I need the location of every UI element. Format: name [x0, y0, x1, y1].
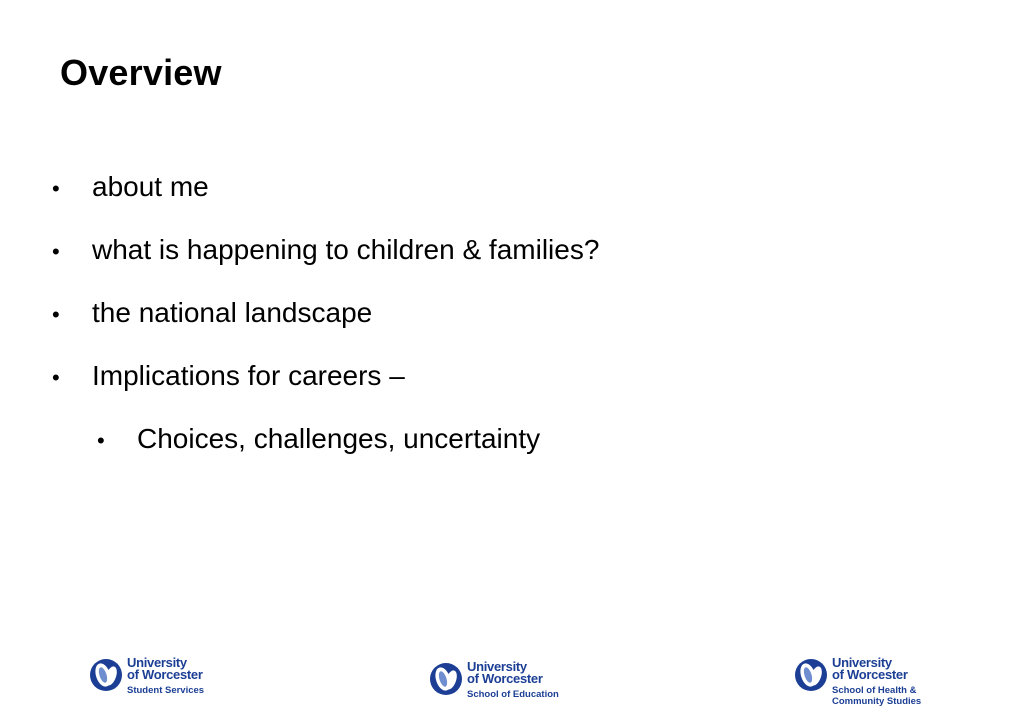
department-name: School of Health &	[832, 685, 917, 696]
bullet-icon: •	[97, 428, 105, 453]
bullet-item	[52, 170, 209, 206]
bullet-icon: •	[52, 176, 60, 201]
bullet-text: Implications for careers –	[92, 360, 405, 391]
bullet-text: the national landscape	[92, 297, 373, 328]
slide-title: Overview	[60, 52, 222, 93]
sub-bullet-item	[97, 422, 540, 458]
university-crest-icon	[90, 657, 124, 693]
university-crest-icon	[430, 661, 464, 697]
bullet-item	[52, 233, 599, 269]
bullet-text: about me	[92, 171, 209, 202]
department-name: Student Services	[127, 685, 205, 696]
university-name: of Worcester	[127, 667, 203, 682]
logo-school-of-education	[430, 661, 559, 700]
department-name: Community Studies	[832, 696, 922, 707]
university-name: University	[127, 655, 187, 670]
university-name: University	[832, 655, 892, 670]
bullet-text: what is happening to children & families?	[92, 234, 600, 265]
university-name: University	[467, 659, 527, 674]
logo-health-community-studies	[795, 657, 921, 707]
bullet-icon: •	[52, 365, 60, 390]
logo-student-services	[90, 657, 204, 696]
bullet-item	[52, 296, 372, 332]
department-name: School of Education	[467, 689, 559, 700]
university-name: of Worcester	[467, 671, 543, 686]
bullet-icon: •	[52, 302, 60, 327]
bullet-item	[52, 359, 405, 395]
university-crest-icon	[795, 657, 829, 693]
university-name: of Worcester	[832, 667, 908, 682]
bullet-text: Choices, challenges, uncertainty	[137, 423, 541, 454]
bullet-icon: •	[52, 239, 60, 264]
